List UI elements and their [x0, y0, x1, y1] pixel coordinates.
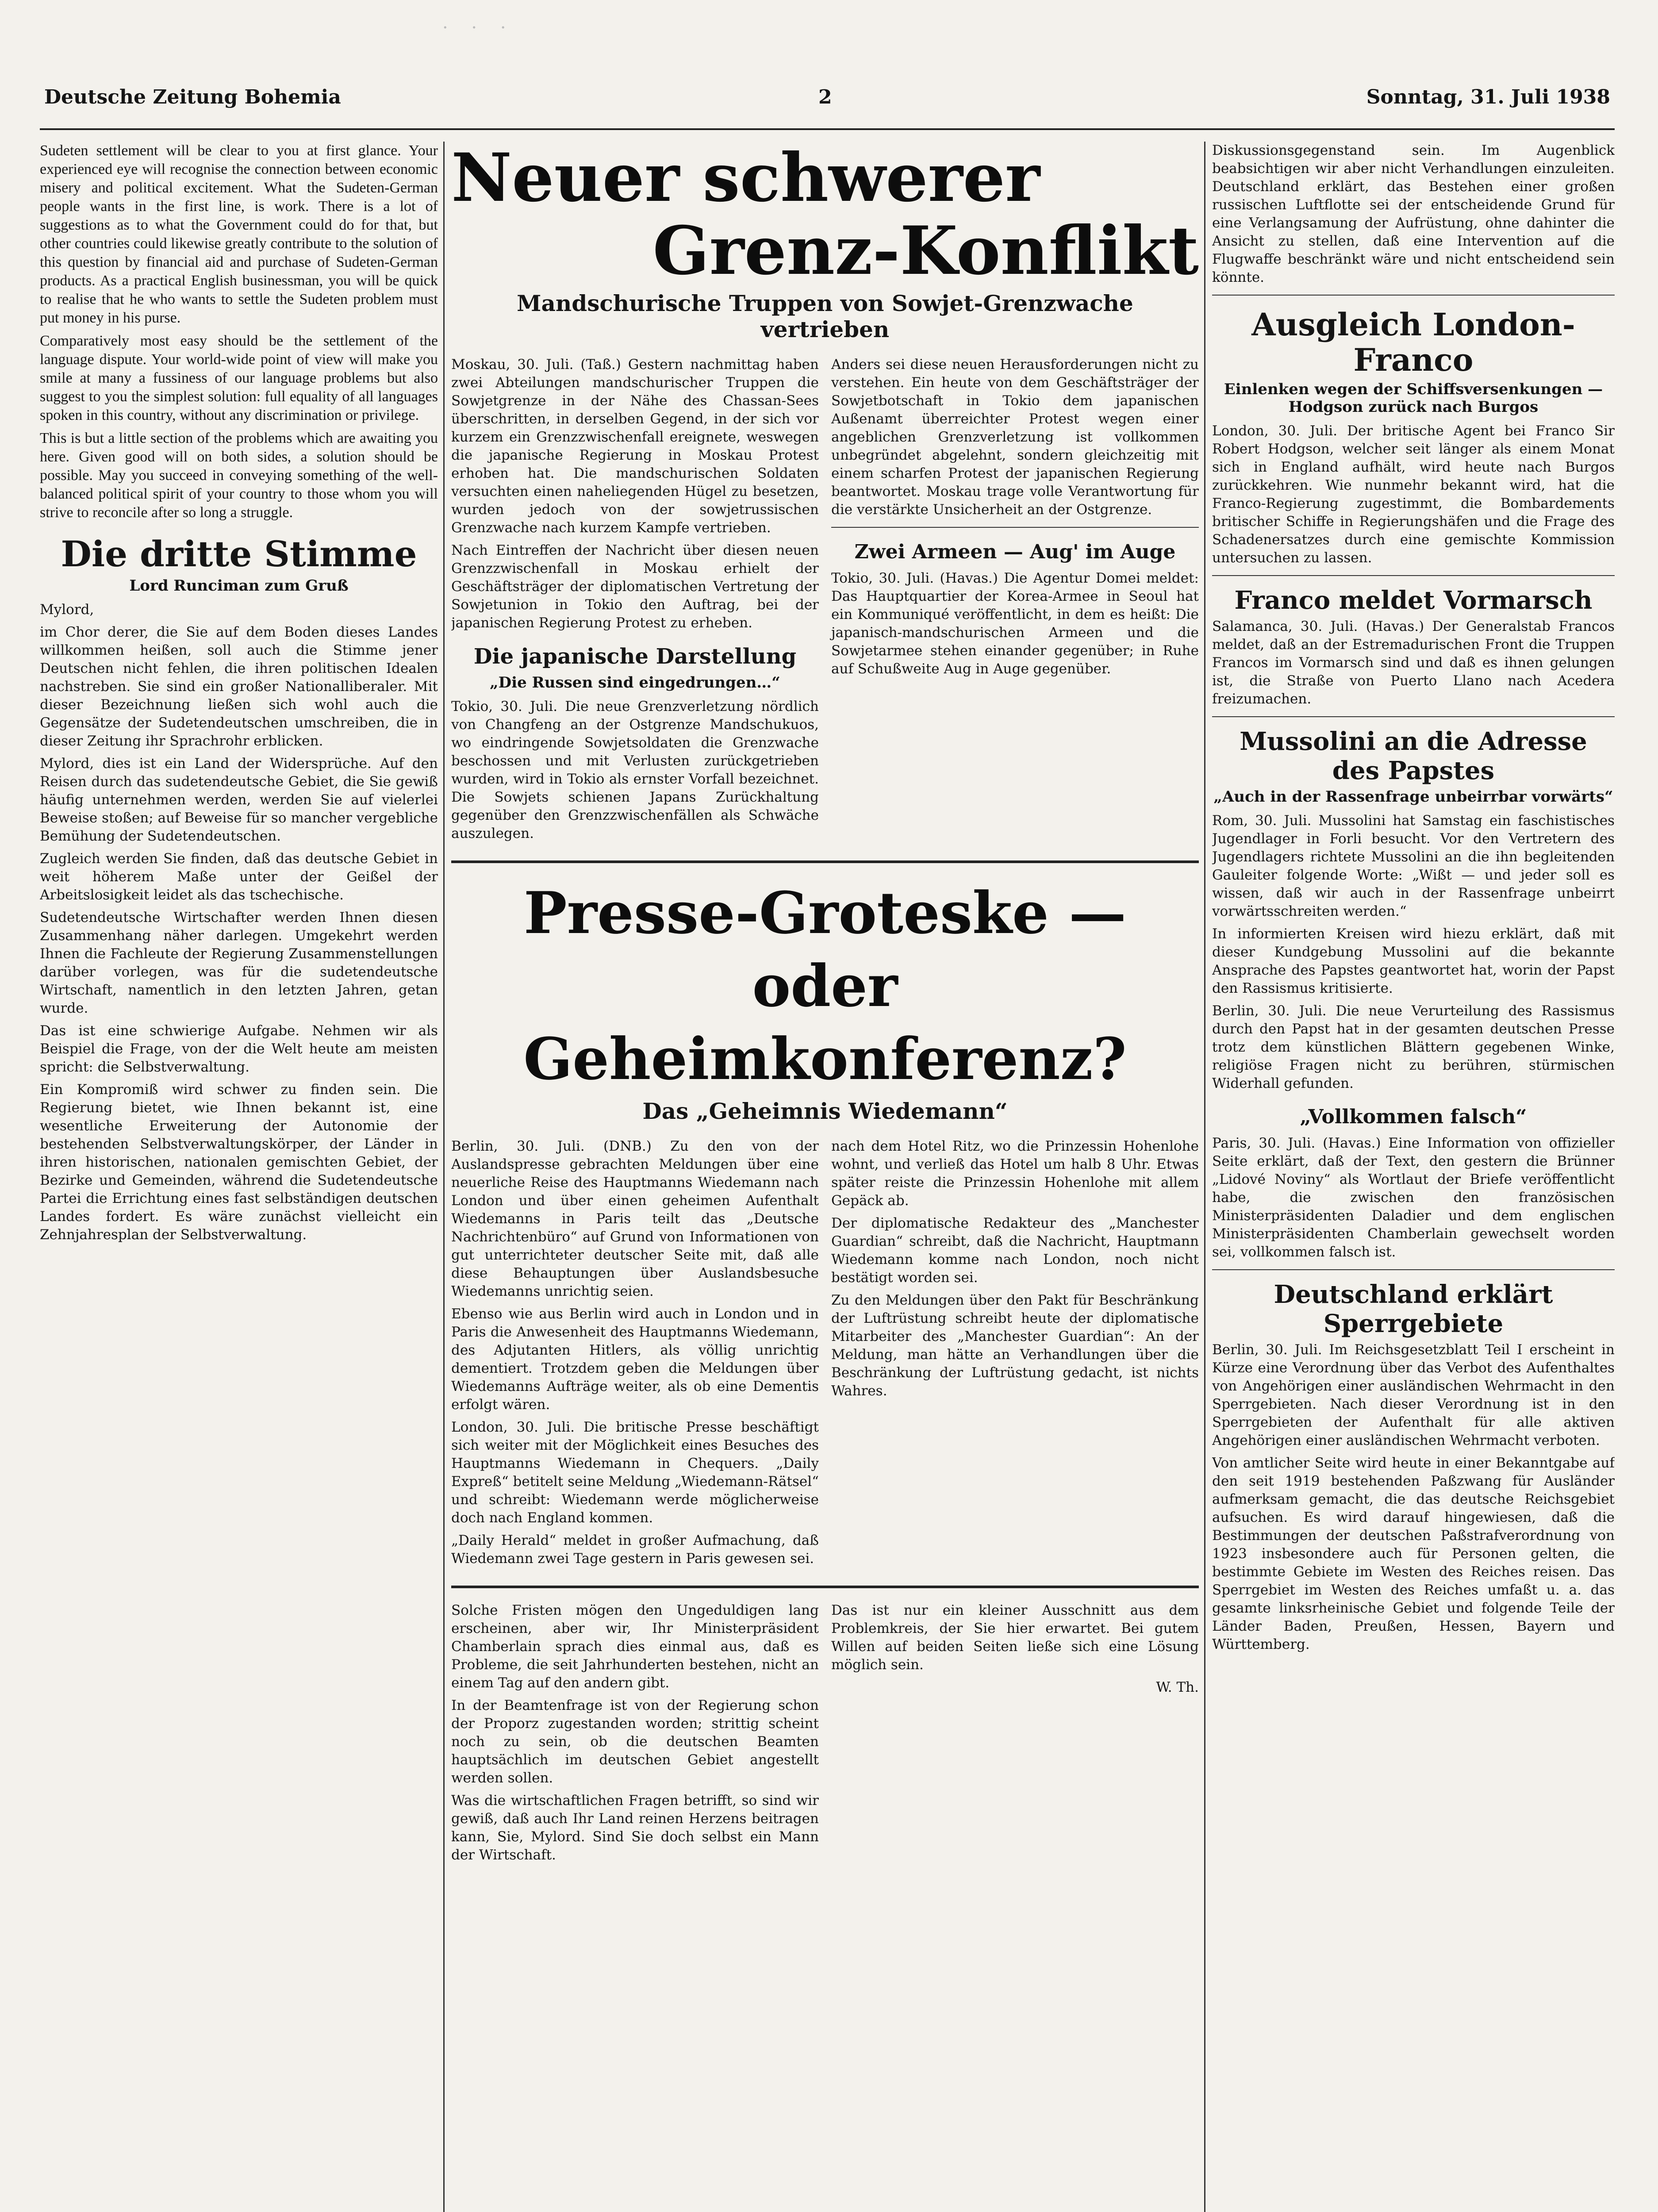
kicker: „Auch in der Rassenfrage unbeirrbar vorwärts“: [1213, 788, 1613, 806]
column-middle: [451, 142, 1199, 2212]
article-paragraph: Solche Fristen mögen den Ungeduldigen lang erscheinen, aber wir, Ihr Ministerpräsident Chamberlain sprach dies einmal aus, daß es Probleme, die seit Jahrhunderten bestehen, nicht an einem Tag auf den andern gibt.: [451, 1602, 819, 1691]
headline-presse-groteske: Presse-Groteske —: [523, 879, 1127, 947]
subheadline: Das „Geheimnis Wiedemann“: [642, 1098, 1008, 1124]
article-paragraph: Salamanca, 30. Juli. (Havas.) Der Generalstab Francos meldet, daß an der Estremadurischen Front die Truppen Francos im Vormarsch sind und daß es ihnen gelungen ist, die Straße von Puerto Llano nach Acedera freizumachen.: [1212, 618, 1615, 707]
english-paragraph: Comparatively most easy should be the settlement of the language dispute. Your world-wide point of view will make you smile at many a fussiness of our language problems but also suggest to you the simplest solution: full equality of all languages spoken in this country, without any discrimination or privilege.: [40, 333, 438, 423]
headline-grenzkonflikt-line1: Neuer schwerer: [451, 142, 1040, 217]
article-paragraph: Der diplomatische Redakteur des „Manchester Guardian“ schreibt, daß die Nachricht, Hauptmann Wiedemann komme nach London, noch nicht bestätigt worden sei.: [831, 1215, 1199, 1286]
author-signature: W. Th.: [1156, 1679, 1199, 1695]
article-paragraph: Das ist eine schwierige Aufgabe. Nehmen wir als Beispiel die Frage, von der die Welt heute am meisten spricht: die Selbstverwaltung.: [40, 1023, 438, 1075]
running-header: [40, 80, 1615, 130]
kicker: Einlenken wegen der Schiffsversenkungen — Hodgson zurück nach Burgos: [1224, 380, 1603, 416]
issue-date: Sonntag, 31. Juli 1938: [1366, 86, 1610, 108]
subheadline: Mandschurische Truppen von Sowjet-Grenzwache vertrieben: [517, 290, 1133, 342]
english-paragraph: Sudeten settlement will be clear to you at first glance. Your experienced eye will recognise the connection between economic misery and political excitement. What the Sudeten-German people wants in the first line, is work. There is a lot of suggestions as to what the Government could do for that, but other countries could likewise greatly contribute to the solution of this question by financial aid and purchase of Sudeten-German products. As a practical English businessman, you will be quick to realise that he who wants to settle the Sudeten problem must put money in his purse.: [40, 142, 438, 326]
divider: [1212, 295, 1615, 296]
two-column-section: [451, 1137, 1199, 1572]
headline-grenzkonflikt-line2: Grenz-Konflikt: [652, 212, 1199, 290]
article-paragraph: nach dem Hotel Ritz, wo die Prinzessin Hohenlohe wohnt, und verließ das Hotel um halb 8 Uhr. Etwas später reiste die Prinzessin Hohenlohe mit allem Gepäck ab.: [831, 1138, 1199, 1209]
page-number: 2: [818, 86, 832, 108]
headline-mussolini: Mussolini an die Adresse des Papstes: [1240, 727, 1587, 785]
headline-dritte-stimme: Die dritte Stimme: [61, 533, 417, 575]
article-paragraph: Moskau, 30. Juli. (Taß.) Gestern nachmittag haben zwei Abteilungen mandschurischer Truppen die Sowjetgrenze in der Nähe des Chassan-Sees überschritten, in derselben Gegend, in der sich vor kurzem ein Grenzzwischenfall ereignete, weswegen die japanische Regierung in Moskau Protest erhoben hat. Die mandschurischen Soldaten versuchten einen naheliegenden Hügel zu besetzen, wurden jedoch von der sowjetrussischen Grenzwache nach kurzem Kampfe vertrieben.: [451, 357, 819, 536]
newspaper-page: [40, 80, 1615, 2212]
headline-geheimkonferenz: oder Geheimkonferenz?: [523, 952, 1127, 1093]
article-paragraph: In informierten Kreisen wird hiezu erklärt, daß mit dieser Kundgebung Mussolini auf die bekannte Ansprache des Papstes geantwortet hat, worin der Papst den Rassismus kritisierte.: [1212, 926, 1615, 996]
subheadline: Lord Runciman zum Gruß: [129, 577, 349, 595]
column-rule: [443, 142, 445, 2212]
section-col: [451, 1601, 819, 1869]
two-column-section: [451, 1601, 1199, 1869]
article-paragraph: Anders sei diese neuen Herausforderungen nicht zu verstehen. Ein heute von dem Geschäftsträger der Sowjetbotschaft in Tokio dem japanischen Außenamt überreichter Protest wegen einer angeblichen Grenzverletzung ist vollkommen unbegründet abgelehnt, sondern gleichzeitig mit einem scharfen Protest der japanischen Regierung beantwortet. Moskau trage volle Verantwortung für die verstärkte Unsicherheit an der Ostgrenze.: [831, 357, 1199, 518]
headline-franco: Franco meldet Vormarsch: [1234, 586, 1593, 615]
headline-japanische-darstellung: Die japanische Darstellung: [473, 644, 797, 669]
headline-vollkommen-falsch: „Vollkommen falsch“: [1300, 1106, 1527, 1128]
article-paragraph: Tokio, 30. Juli. Die neue Grenzverletzung nördlich von Changfeng an der Ostgrenze Mandschukuos, wo eindringende Sowjetsoldaten die Grenzwache beschossen und mit Verlusten zurückgetrieben wurden, wird in Tokio als ernster Vorfall bezeichnet. Die Sowjets schienen Japans Zurückhaltung gegenüber den Grenzzwischenfällen als Schwäche auszulegen.: [451, 699, 819, 841]
section-col: [831, 1137, 1199, 1572]
article-paragraph: Berlin, 30. Juli. (DNB.) Zu den von der Auslandspresse gebrachten Meldungen über eine neuerliche Reise des Hauptmanns Wiedemann nach London und über einen geheimen Aufenthalt Wiedemanns in Paris teilt das „Deutsche Nachrichtenbüro“ auf Grund von Informationen von gut unterrichteter deutscher Seite mit, daß alle diese Behauptungen über Auslandsbesuche Wiedemanns unrichtig seien.: [451, 1138, 819, 1299]
section-divider: [451, 860, 1199, 863]
article-paragraph: London, 30. Juli. Der britische Agent bei Franco Sir Robert Hodgson, welcher seit länger als einem Monat sich in England aufhält, wird heute nach Burgos zurückkehren. Wie nunmehr bekannt wird, hat die Franco-Regierung zugestimmt, die Bombardements britischer Schiffe in Regierungshäfen und die Frage des Schadenersatzes durch eine gemischte Kommission untersuchen zu lassen.: [1212, 423, 1615, 566]
article-paragraph: Was die wirtschaftlichen Fragen betrifft, so sind wir gewiß, daß auch Ihr Land reinen Herzens beitragen kann, Sie, Mylord. Sind Sie doch selbst ein Mann der Wirtschaft.: [451, 1793, 819, 1863]
article-paragraph: London, 30. Juli. Die britische Presse beschäftigt sich weiter mit der Möglichkeit eines Besuches des Hauptmanns Wiedemann in Chequers. „Daily Expreß“ betitelt seine Meldung „Wiedemann-Rätsel“ und schreibt: Wiedemann werde möglicherweise doch nach England kommen.: [451, 1419, 819, 1526]
article-paragraph: Zu den Meldungen über den Pakt für Beschränkung der Luftrüstung schreibt heute der diplomatische Mitarbeiter des „Manchester Guardian“: An der Meldung, man hätte an Verhandlungen über die Beschränkung der Luftrüstung gedacht, ist nichts Wahres.: [831, 1292, 1199, 1399]
article-paragraph: Nach Eintreffen der Nachricht über diesen neuen Grenzzwischenfall in Moskau erhielt der Geschäftsträger der diplomatischen Vertretung der Sowjetunion in Tokio den Auftrag, bei der japanischen Regierung Protest zu erheben.: [451, 542, 819, 631]
section-col: [831, 1601, 1199, 1869]
article-paragraph: Mylord,: [40, 602, 94, 618]
column-rule: [1204, 142, 1205, 2212]
section-col: [451, 356, 819, 847]
article-paragraph: Diskussionsgegenstand sein. Im Augenblick beabsichtigen wir aber nicht Verhandlungen einzuleiten. Deutschland erklärt, das Bestehen einer großen russischen Luftflotte sei der entscheidende Grund für eine Verlangsamung der Aufrüstung, ohne dahinter die Ansicht zu stellen, daß eine Intervention auf die Flugwaffe beschränkt wäre und nicht entscheidend sein könnte.: [1212, 142, 1615, 285]
article-paragraph: Rom, 30. Juli. Mussolini hat Samstag ein faschistisches Jugendlager in Forli besucht. Vor den Vertretern des Jugendlagers richtete Mussolini an die ihn begleitenden Gauleiter folgende Worte: „Wißt — und jeder soll es wissen, daß wir auch in der Rassenfrage unbeirrt vorwärtsschreiten werden.“: [1212, 813, 1615, 919]
headline-sperrgebiete: Deutschland erklärt Sperrgebiete: [1274, 1280, 1553, 1338]
article-paragraph: Das ist nur ein kleiner Ausschnitt aus dem Problemkreis, der Sie hier erwartet. Bei gutem Willen auf beiden Seiten ließe sich eine Lösung möglich sein.: [831, 1602, 1199, 1673]
headline-ausgleich: Ausgleich London-Franco: [1251, 306, 1575, 378]
article-paragraph: Berlin, 30. Juli. Im Reichsgesetzblatt Teil I erscheint in Kürze eine Verordnung über das Verbot des Aufenthaltes von Angehörigen einer ausländischen Wehrmacht in den Sperrgebieten. Nach dieser Verordnung ist in den Sperrgebieten der Aufenthalt für alle aktiven Angehörigen einer ausländischen Wehrmacht verboten.: [1212, 1342, 1615, 1448]
divider: [1212, 1269, 1615, 1270]
column-left: [40, 142, 438, 2212]
article-paragraph: Paris, 30. Juli. (Havas.) Eine Information von offizieller Seite erklärt, daß der Text, den gestern die Brünner „Lidové Noviny“ als Wortlaut der Briefe veröffentlicht habe, die zwischen den französischen Ministerpräsidenten Daladier und dem englischen Ministerpräsidenten Chamberlain gewechselt worden sei, vollkommen falsch ist.: [1212, 1135, 1615, 1260]
article-paragraph: Von amtlicher Seite wird heute in einer Bekanntgabe auf den seit 1919 bestehenden Paßzwang für Ausländer aufmerksam gemacht, die das deutsche Reichsgebiet aufsuchen. Es wird darauf hingewiesen, daß die Bestimmungen der deutschen Paßstrafverordnung von 1923 insbesondere auch für Personen gelten, die bestimmte Gebiete im Westen des Reiches reisen. Das Sperrgebiet im Westen des Reiches umfaßt u. a. das gesamte linksrheinische Gebiet und folgende Teile der Länder Baden, Preußen, Hessen, Bayern und Württemberg.: [1212, 1455, 1615, 1652]
divider: [831, 527, 1199, 528]
article-paragraph: Ein Kompromiß wird schwer zu finden sein. Die Regierung bietet, wie Ihnen bekannt ist, eine wesentliche Erweiterung der Autonomie der bestehenden Selbstverwaltungskörper, der Länder in ihren historischen, nationalen gemischten Gebiet, der Bezirke und Gemeinden, während die Sudetendeutsche Partei die Errichtung eines fast selbständigen deutschen Landes fordert. Es wäre zunächst vielleicht ein Zehnjahresplan der Selbstverwaltung.: [40, 1082, 438, 1243]
article-paragraph: Tokio, 30. Juli. (Havas.) Die Agentur Domei meldet: Das Hauptquartier der Korea-Armee in Seoul hat ein Kommuniqué veröffentlicht, in dem es heißt: Die japanisch-mandschurischen Armeen und die Sowjetarmee stehen einander gegenüber; in Ruhe auf Schußweite Aug in Auge gegenüber.: [831, 570, 1199, 677]
english-paragraph: This is but a little section of the problems which are awaiting you here. Given good will on both sides, a solution should be possible. May you succeed in conveying something of the well-balanced political spirit of your country to those whom you will strive to reconcile after so long a struggle.: [40, 430, 438, 521]
print-noise: · · ·: [442, 18, 515, 38]
section-col: [831, 356, 1199, 847]
article-paragraph: Zugleich werden Sie finden, daß das deutsche Gebiet in weit höherem Maße unter der Geißel der Arbeitslosigkeit leidet als das tschechische.: [40, 851, 438, 903]
article-paragraph: Berlin, 30. Juli. Die neue Verurteilung des Rassismus durch den Papst hat in der gesamten deutschen Presse trotz dem künstlichen Blättern gegebenen Winke, religiöse Fragen nicht zu berühren, stürmischen Widerhall gefunden.: [1212, 1003, 1615, 1091]
divider: [1212, 575, 1615, 576]
masthead-title: Deutsche Zeitung Bohemia: [44, 86, 341, 108]
section-divider: [451, 1586, 1199, 1588]
divider: [1212, 716, 1615, 717]
two-column-section: [451, 356, 1199, 847]
column-right: [1212, 142, 1615, 2212]
article-paragraph: In der Beamtenfrage ist von der Regierung schon der Proporz zugestanden worden; strittig scheint noch zu sein, ob die deutschen Beamten hauptsächlich im deutschen Gebiet angestellt werden sollen.: [451, 1697, 819, 1786]
section-col: [451, 1137, 819, 1572]
article-paragraph: Ebenso wie aus Berlin wird auch in London und in Paris die Anwesenheit des Hauptmanns Wiedemann, des Adjutanten Hitlers, als völlig unrichtig dementiert. Trotzdem geben die Meldungen über Wiedemanns Aufträge weiter, als ob eine Dementis erfolgt wären.: [451, 1306, 819, 1413]
kicker: „Die Russen sind eingedrungen…“: [490, 674, 780, 691]
article-paragraph: im Chor derer, die Sie auf dem Boden dieses Landes willkommen heißen, soll auch die Stimme jener Deutschen nicht fehlen, die ihren politischen Idealen nachstreben. Sie sind ein großer Nationalliberaler. Mit dieser Bezeichnung ließen sich wohl auch die Gegensätze der Sudetendeutschen umschreiben, die in dieser Zeitung ihr Sprachrohr erblicken.: [40, 624, 438, 749]
article-paragraph: Mylord, dies ist ein Land der Widersprüche. Auf den Reisen durch das sudetendeutsche Gebiet, die Sie gewiß häufig unternehmen werden, werden Sie auf vielerlei Beweise stoßen; auf Beweise für so mancher vergebliche Bemühung der Sudetendeutschen.: [40, 756, 438, 844]
article-paragraph: „Daily Herald“ meldet in großer Aufmachung, daß Wiedemann zwei Tage gestern in Paris gewesen sei.: [451, 1532, 819, 1567]
headline-zwei-armeen: Zwei Armeen — Aug' im Auge: [854, 541, 1176, 563]
article-paragraph: Sudetendeutsche Wirtschafter werden Ihnen diesen Zusammenhang näher darlegen. Umgekehrt werden Ihnen die Fachleute der Regierung Zusammenstellungen darüber vorlegen, was für die sudetendeutsche Wirtschaft, namentlich in den letzten Jahren, getan wurde.: [40, 910, 438, 1016]
